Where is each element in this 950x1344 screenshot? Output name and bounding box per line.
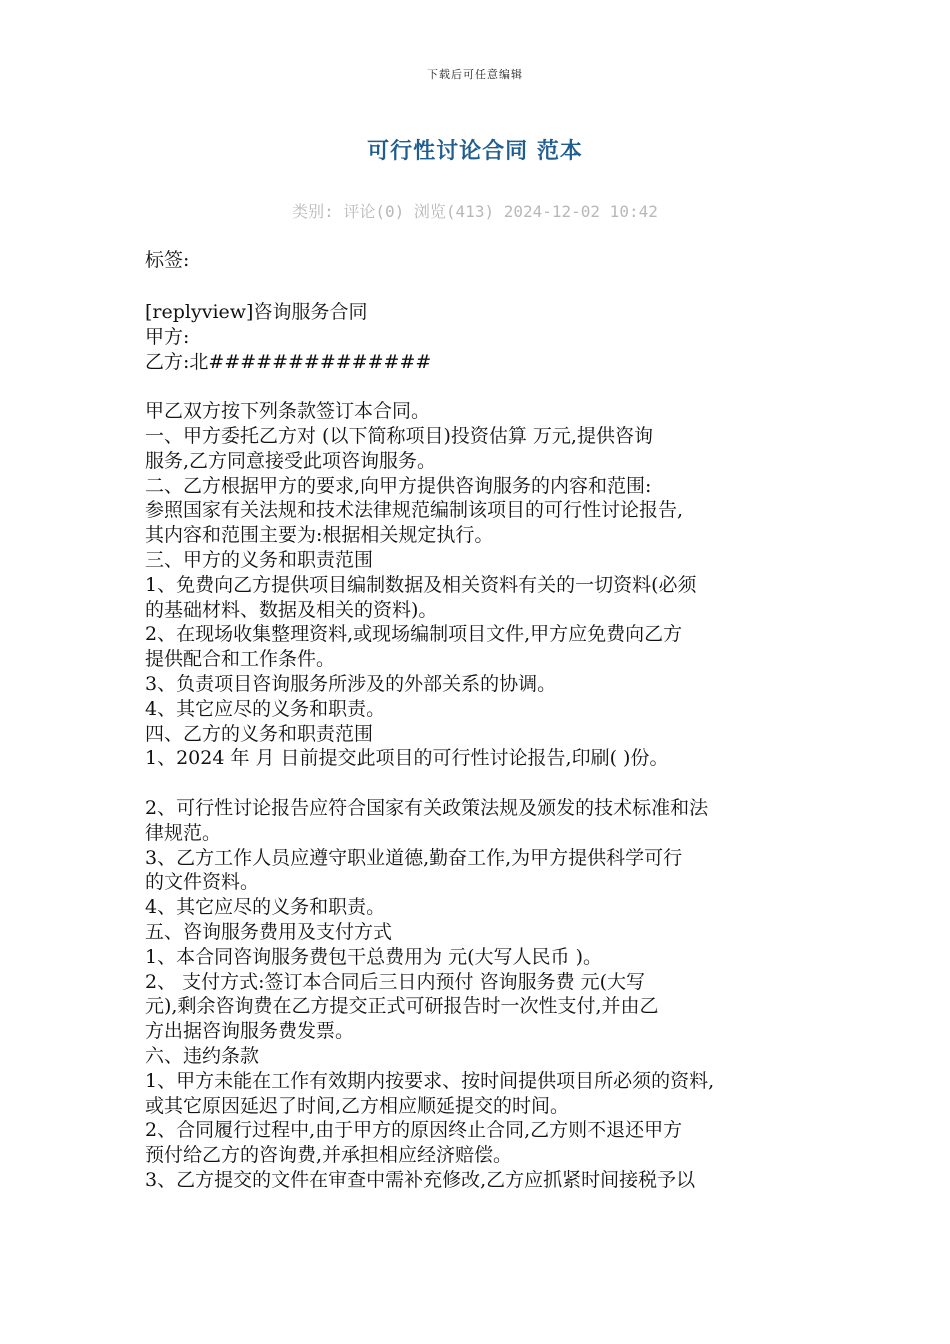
- body-line: 服务,乙方同意接受此项咨询服务。: [145, 449, 437, 472]
- body-line: 1、本合同咨询服务费包干总费用为 元(大写人民币 )。: [145, 945, 602, 968]
- body-line: [145, 374, 815, 399]
- article-meta: 类别: 评论(0) 浏览(413) 2024-12-02 10:42: [292, 202, 658, 221]
- body-line: [replyview]咨询服务合同: [145, 301, 368, 323]
- body-line: 元),剩余咨询费在乙方提交正式可研报告时一次性支付,并由乙: [145, 995, 659, 1018]
- body-line: 一、甲方委托乙方对 (以下简称项目)投资估算 万元,提供咨询: [145, 424, 653, 447]
- body-line: 4、其它应尽的义务和职责。: [145, 896, 386, 919]
- body-line: 乙方:北##############: [145, 350, 432, 373]
- body-line: 2、 支付方式:签订本合同后三日内预付 咨询服务费 元(大写: [145, 970, 646, 993]
- body-line: 2、可行性讨论报告应符合国家有关政策法规及颁发的技术标准和法: [145, 796, 709, 819]
- body-line: 4、其它应尽的义务和职责。: [145, 697, 386, 720]
- body-line: 四、乙方的义务和职责范围: [145, 722, 374, 745]
- body-line: 甲乙双方按下列条款签订本合同。: [145, 400, 431, 423]
- tags-label: 标签:: [145, 249, 190, 271]
- body-line: 3、乙方提交的文件在审查中需补充修改,乙方应抓紧时间接税予以: [145, 1168, 696, 1191]
- document-title: 可行性讨论合同 范本: [367, 138, 583, 164]
- body-line: 1、2024 年 月 日前提交此项目的可行性讨论报告,印刷( )份。: [145, 747, 669, 770]
- body-line: 3、乙方工作人员应遵守职业道德,勤奋工作,为甲方提供科学可行: [145, 846, 683, 869]
- body-line: 的文件资料。: [145, 871, 260, 894]
- body-line: 其内容和范围主要为:根据相关规定执行。: [145, 524, 494, 547]
- body-line: 1、甲方未能在工作有效期内按要求、按时间提供项目所必须的资料,: [145, 1069, 715, 1092]
- body-line: 预付给乙方的咨询费,并承担相应经济赔偿。: [145, 1144, 513, 1167]
- contract-body: [145, 300, 815, 1193]
- body-line: 的基础材料、数据及相关的资料)。: [145, 598, 438, 621]
- body-line: 甲方:: [145, 325, 190, 348]
- body-line: 五、咨询服务费用及支付方式: [145, 920, 393, 943]
- body-line: 六、违约条款: [145, 1044, 260, 1067]
- body-line: 二、乙方根据甲方的要求,向甲方提供咨询服务的内容和范围:: [145, 474, 652, 497]
- body-line: 1、免费向乙方提供项目编制数据及相关资料有关的一切资料(必须: [145, 573, 697, 596]
- body-line: [145, 771, 815, 796]
- body-line: 提供配合和工作条件。: [145, 648, 336, 671]
- body-line: 三、甲方的义务和职责范围: [145, 548, 374, 571]
- body-line: 参照国家有关法规和技术法律规范编制该项目的可行性讨论报告,: [145, 499, 684, 522]
- page-header-note: 下载后可任意编辑: [427, 68, 523, 81]
- body-line: 2、合同履行过程中,由于甲方的原因终止合同,乙方则不退还甲方: [145, 1119, 683, 1142]
- body-line: 2、在现场收集整理资料,或现场编制项目文件,甲方应免费向乙方: [145, 623, 683, 646]
- body-line: 律规范。: [145, 821, 222, 844]
- body-line: 或其它原因延迟了时间,乙方相应顺延提交的时间。: [145, 1094, 570, 1117]
- body-line: 方出据咨询服务费发票。: [145, 1020, 355, 1043]
- body-line: 3、负责项目咨询服务所涉及的外部关系的协调。: [145, 672, 557, 695]
